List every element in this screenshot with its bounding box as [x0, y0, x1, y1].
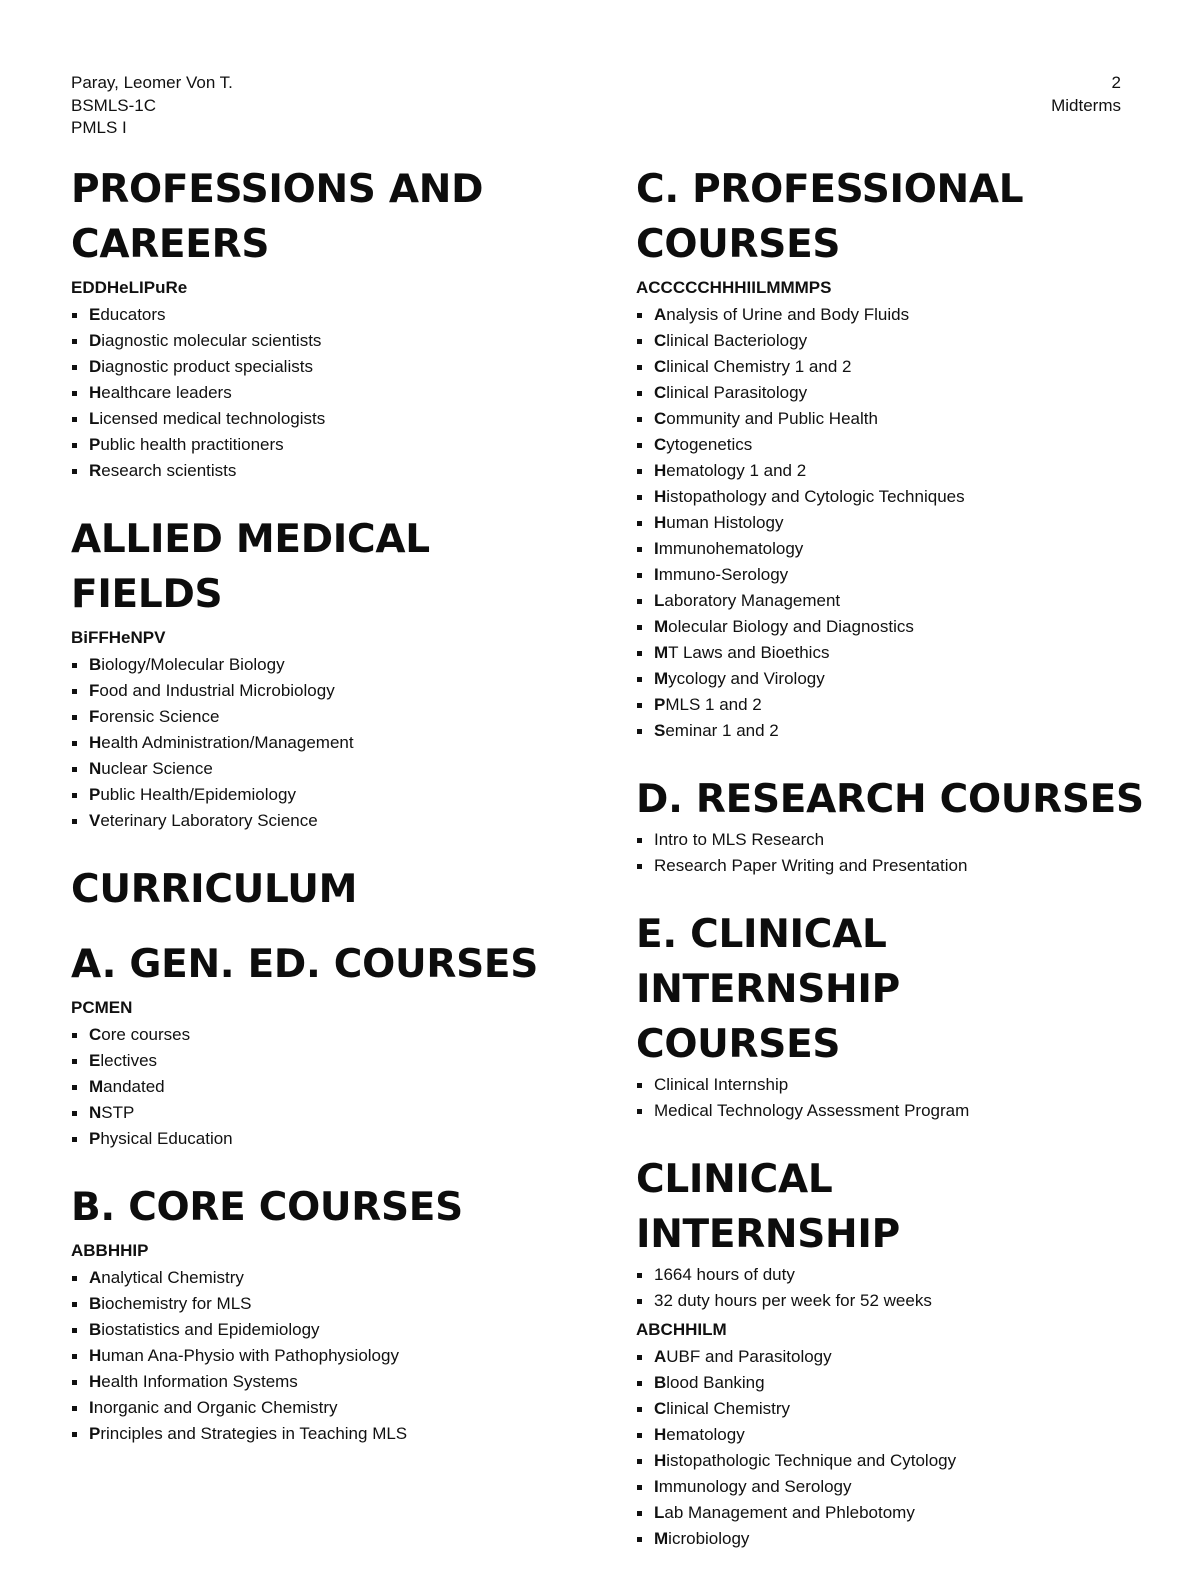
initial-letter: A: [89, 1268, 102, 1287]
list-item: [636, 562, 1156, 588]
item-text: icensed medical technologists: [99, 409, 326, 428]
initial-letter: P: [654, 695, 666, 714]
list-item: [71, 1343, 591, 1369]
initial-letter: B: [654, 1373, 667, 1392]
list-item: [636, 380, 1156, 406]
initial-letter: M: [89, 1077, 104, 1096]
initial-letter: C: [654, 435, 667, 454]
initial-letter: B: [89, 1294, 102, 1313]
list-item: [71, 1100, 591, 1126]
item-text: iostatistics and Epidemiology: [101, 1320, 320, 1339]
initial-letter: C: [654, 383, 667, 402]
initial-letter: C: [654, 409, 667, 428]
item-text: hysical Education: [100, 1129, 233, 1148]
professional-section: [636, 162, 1156, 744]
item-text: uclear Science: [101, 759, 213, 778]
initial-letter: M: [654, 617, 669, 636]
item-text: ood and Industrial Microbiology: [99, 681, 335, 700]
list-item: [71, 1126, 591, 1152]
mnemonic: ABCHHILM: [636, 1320, 727, 1339]
initial-letter: S: [654, 721, 666, 740]
item-list: [636, 1072, 1156, 1124]
item-text: ematology 1 and 2: [666, 461, 807, 480]
list-item: [636, 640, 1156, 666]
list-item: [71, 1048, 591, 1074]
list-item: [636, 328, 1156, 354]
clinical-internship-section: [636, 1152, 1156, 1552]
mnemonic: EDDHeLIPuRe: [71, 278, 188, 297]
list-item: [71, 1022, 591, 1048]
list-item: [71, 1369, 591, 1395]
item-text: norganic and Organic Chemistry: [93, 1398, 338, 1417]
initial-letter: L: [89, 409, 100, 428]
list-item: [71, 1421, 591, 1447]
item-text: ab Management and Phlebotomy: [664, 1503, 915, 1522]
section-heading: PROFESSIONS AND CAREERS: [71, 167, 484, 267]
gen-ed-section: [71, 937, 591, 1152]
item-text: MLS 1 and 2: [665, 695, 762, 714]
item-text: uman Histology: [666, 513, 784, 532]
list-item: Research Paper Writing and Presentation: [636, 853, 1156, 879]
right-column: [636, 162, 1156, 1580]
list-item: [71, 1265, 591, 1291]
section-heading: B. CORE COURSES: [71, 1185, 463, 1230]
initial-letter: P: [89, 785, 101, 804]
list-item: [636, 302, 1156, 328]
item-text: icrobiology: [668, 1529, 750, 1548]
item-text: mmuno-Serology: [658, 565, 789, 584]
list-item: [636, 458, 1156, 484]
list-item: [71, 756, 591, 782]
mnemonic: ACCCCCHHHIILMMMPS: [636, 278, 832, 297]
curriculum-section: [71, 862, 591, 917]
item-text: eterinary Laboratory Science: [100, 811, 318, 830]
initial-letter: E: [89, 1051, 101, 1070]
list-item: [636, 1500, 1156, 1526]
item-text: linical Chemistry 1 and 2: [666, 357, 852, 376]
initial-letter: H: [654, 513, 667, 532]
initial-letter: C: [89, 1025, 102, 1044]
item-text: iagnostic molecular scientists: [101, 331, 322, 350]
core-section: [71, 1180, 591, 1447]
left-column: [71, 162, 591, 1475]
initial-letter: H: [89, 733, 102, 752]
list-item: Intro to MLS Research: [636, 827, 1156, 853]
initial-letter: I: [654, 565, 659, 584]
item-text: iagnostic product specialists: [101, 357, 313, 376]
list-item: [71, 652, 591, 678]
initial-letter: L: [654, 1503, 665, 1522]
item-text: ommunity and Public Health: [666, 409, 878, 428]
list-item: [636, 406, 1156, 432]
list-item: [71, 406, 591, 432]
header-meta: [1051, 72, 1121, 117]
item-text: ducators: [100, 305, 166, 324]
initial-letter: E: [89, 305, 101, 324]
list-item: [636, 484, 1156, 510]
item-list: [636, 827, 1156, 879]
section-heading: A. GEN. ED. COURSES: [71, 942, 538, 987]
initial-letter: P: [89, 1424, 101, 1443]
list-item: [636, 536, 1156, 562]
item-list: [636, 302, 1156, 744]
page-number: 2: [1111, 73, 1121, 92]
initial-letter: C: [654, 331, 667, 350]
allied-section: [71, 512, 591, 834]
section-heading: CLINICAL INTERNSHIP: [636, 1157, 900, 1257]
list-item: [71, 432, 591, 458]
item-text: istopathology and Cytologic Techniques: [666, 487, 965, 506]
initial-letter: A: [654, 305, 667, 324]
item-text: ycology and Virology: [668, 669, 825, 688]
item-text: eminar 1 and 2: [665, 721, 779, 740]
initial-letter: M: [654, 669, 669, 688]
item-list: [636, 1344, 1156, 1552]
initial-letter: R: [89, 461, 102, 480]
initial-letter: H: [654, 1425, 667, 1444]
list-item: [636, 1474, 1156, 1500]
list-item: [71, 302, 591, 328]
item-text: olecular Biology and Diagnostics: [668, 617, 914, 636]
item-text: linical Parasitology: [666, 383, 808, 402]
list-item: [71, 1395, 591, 1421]
item-text: UBF and Parasitology: [666, 1347, 832, 1366]
list-item: [636, 510, 1156, 536]
section-heading: E. CLINICAL INTERNSHIP COURSES: [636, 912, 900, 1067]
list-item: [71, 458, 591, 484]
list-item: [636, 1344, 1156, 1370]
initial-letter: I: [89, 1398, 94, 1417]
list-item: [71, 1074, 591, 1100]
initial-letter: F: [89, 707, 100, 726]
initial-letter: D: [89, 357, 102, 376]
section-heading: D. RESEARCH COURSES: [636, 777, 1144, 822]
item-text: ealth Information Systems: [101, 1372, 298, 1391]
list-item: [71, 704, 591, 730]
list-item: [71, 808, 591, 834]
initial-letter: A: [654, 1347, 667, 1366]
initial-letter: M: [654, 643, 669, 662]
item-text: aboratory Management: [664, 591, 841, 610]
initial-letter: L: [654, 591, 665, 610]
mnemonic: BiFFHeNPV: [71, 628, 166, 647]
item-text: iochemistry for MLS: [101, 1294, 252, 1313]
item-text: ealth Administration/Management: [101, 733, 354, 752]
list-item: [636, 614, 1156, 640]
initial-letter: H: [654, 1451, 667, 1470]
item-text: ealthcare leaders: [101, 383, 232, 402]
initial-letter: H: [89, 1372, 102, 1391]
item-text: ore courses: [101, 1025, 191, 1044]
item-text: lectives: [100, 1051, 158, 1070]
list-item: [71, 782, 591, 808]
item-text: T Laws and Bioethics: [668, 643, 830, 662]
initial-letter: V: [89, 811, 101, 830]
initial-letter: H: [654, 487, 667, 506]
list-item: [636, 1396, 1156, 1422]
initial-letter: N: [89, 1103, 102, 1122]
initial-letter: P: [89, 1129, 101, 1148]
item-text: linical Chemistry: [666, 1399, 791, 1418]
section-heading: C. PROFESSIONAL COURSES: [636, 167, 1024, 267]
item-text: ematology: [666, 1425, 745, 1444]
initial-letter: B: [89, 1320, 102, 1339]
list-item: [636, 666, 1156, 692]
item-text: STP: [101, 1103, 135, 1122]
list-item: [71, 678, 591, 704]
section-heading: CURRICULUM: [71, 867, 358, 912]
list-item: [636, 1526, 1156, 1552]
course-code: PMLS I: [71, 118, 127, 137]
item-list: [71, 302, 591, 484]
item-text: rinciples and Strategies in Teaching MLS: [100, 1424, 408, 1443]
item-list: [71, 1265, 591, 1447]
initial-letter: F: [89, 681, 100, 700]
item-text: ublic Health/Epidemiology: [100, 785, 296, 804]
mnemonic: ABBHHIP: [71, 1241, 149, 1260]
fact-list: [636, 1262, 1156, 1314]
clinical-courses-section: [636, 907, 1156, 1124]
student-name: Paray, Leomer Von T.: [71, 73, 233, 92]
item-text: andated: [103, 1077, 165, 1096]
list-item: [636, 1448, 1156, 1474]
list-item: [636, 1370, 1156, 1396]
initial-letter: N: [89, 759, 102, 778]
list-item: [71, 730, 591, 756]
item-list: [71, 1022, 591, 1152]
header-info: [71, 72, 233, 140]
initial-letter: H: [89, 383, 102, 402]
student-section: BSMLS-1C: [71, 95, 157, 115]
item-text: orensic Science: [99, 707, 220, 726]
list-item: Medical Technology Assessment Program: [636, 1098, 1156, 1124]
initial-letter: C: [654, 1399, 667, 1418]
mnemonic: PCMEN: [71, 998, 133, 1017]
item-text: uman Ana-Physio with Pathophysiology: [101, 1346, 399, 1365]
list-item: [71, 380, 591, 406]
list-item: [71, 1317, 591, 1343]
initial-letter: H: [89, 1346, 102, 1365]
list-item: 1664 hours of duty: [636, 1262, 1156, 1288]
item-text: mmunohematology: [658, 539, 804, 558]
item-text: esearch scientists: [101, 461, 237, 480]
list-item: [636, 588, 1156, 614]
initial-letter: I: [654, 539, 659, 558]
research-section: [636, 772, 1156, 879]
list-item: [71, 1291, 591, 1317]
item-text: linical Bacteriology: [666, 331, 808, 350]
item-text: iology/Molecular Biology: [101, 655, 285, 674]
list-item: [636, 432, 1156, 458]
initial-letter: B: [89, 655, 102, 674]
initial-letter: D: [89, 331, 102, 350]
initial-letter: P: [89, 435, 101, 454]
list-item: [636, 718, 1156, 744]
item-text: istopathologic Technique and Cytology: [666, 1451, 957, 1470]
list-item: 32 duty hours per week for 52 weeks: [636, 1288, 1156, 1314]
initial-letter: H: [654, 461, 667, 480]
term-label: Midterms: [1051, 95, 1121, 115]
professions-section: [71, 162, 591, 484]
item-list: [71, 652, 591, 834]
item-text: ytogenetics: [666, 435, 753, 454]
item-text: lood Banking: [666, 1373, 765, 1392]
item-text: nalysis of Urine and Body Fluids: [666, 305, 910, 324]
initial-letter: I: [654, 1477, 659, 1496]
list-item: Clinical Internship: [636, 1072, 1156, 1098]
list-item: [636, 692, 1156, 718]
item-text: mmunology and Serology: [658, 1477, 852, 1496]
initial-letter: C: [654, 357, 667, 376]
item-text: ublic health practitioners: [100, 435, 284, 454]
list-item: [636, 354, 1156, 380]
section-heading: ALLIED MEDICAL FIELDS: [71, 517, 430, 617]
list-item: [636, 1422, 1156, 1448]
list-item: [71, 328, 591, 354]
item-text: nalytical Chemistry: [101, 1268, 244, 1287]
list-item: [71, 354, 591, 380]
initial-letter: M: [654, 1529, 669, 1548]
